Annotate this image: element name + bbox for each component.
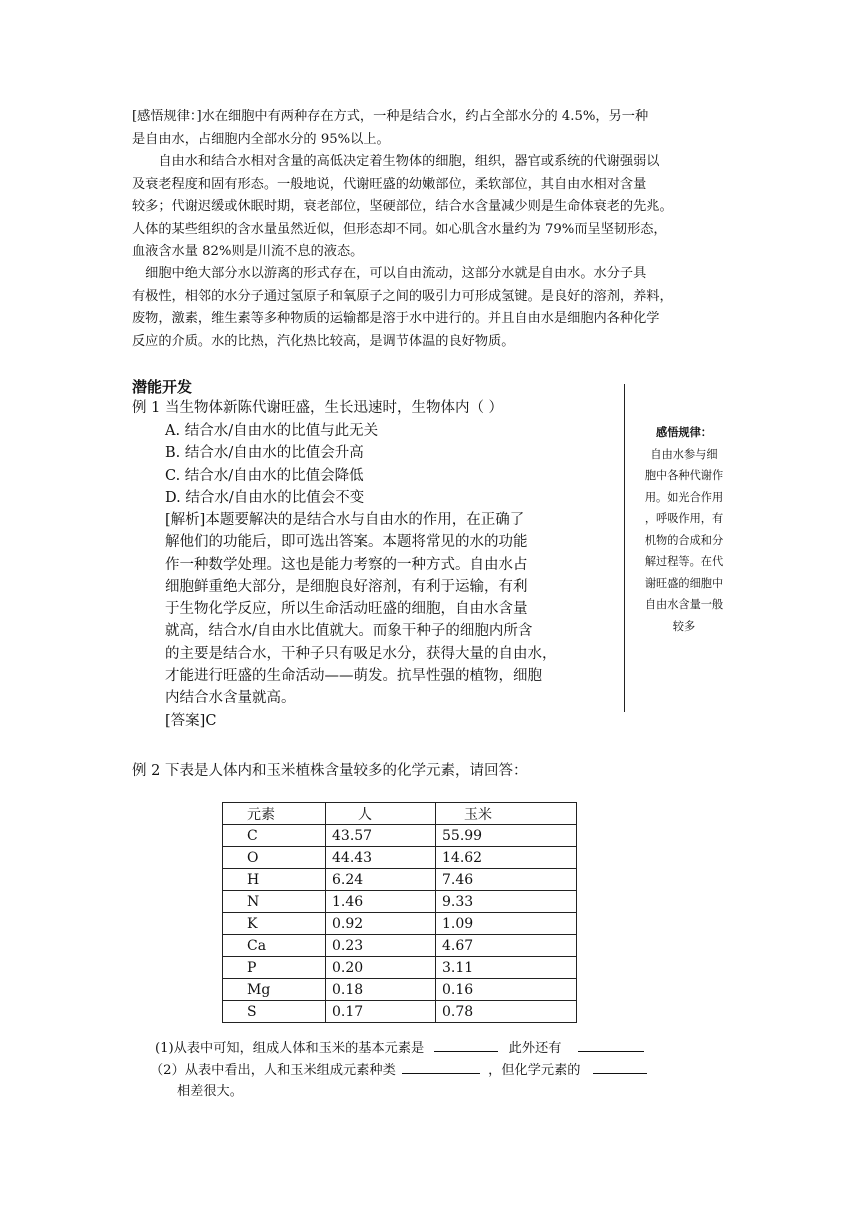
text-line: 血液含水量 82%则是川流不息的液态。 xyxy=(132,244,364,259)
analysis-line: 的主要是结合水，干种子只有吸足水分，获得大量的自由水， xyxy=(165,645,557,662)
table-cell: 0.17 xyxy=(326,1001,436,1023)
table-cell: N xyxy=(223,891,326,913)
sidebar-line: 较多 xyxy=(672,619,696,633)
header-cell: 人 xyxy=(326,803,436,825)
analysis-line: 作一种数学处理。这也是能力考察的一种方式。自由水占 xyxy=(165,556,528,573)
sidebar-line: 自由水参与细 xyxy=(650,447,718,461)
table-cell: S xyxy=(223,1001,326,1023)
question-1 xyxy=(155,1037,644,1060)
table-cell: 3.11 xyxy=(436,957,577,979)
table-cell: 1.46 xyxy=(326,891,436,913)
table-row xyxy=(223,957,577,979)
answer-blank[interactable] xyxy=(434,1037,498,1052)
table-cell: 7.46 xyxy=(436,869,577,891)
table-row xyxy=(223,891,577,913)
table-cell: 0.16 xyxy=(436,979,577,1001)
table-row xyxy=(223,869,577,891)
table-cell: 0.23 xyxy=(326,935,436,957)
analysis-line: 解他们的功能后，即可选出答案。本题将常见的水的功能 xyxy=(165,534,528,551)
table-cell: Ca xyxy=(223,935,326,957)
header-cell: 玉米 xyxy=(436,803,577,825)
analysis-line: 就高，结合水/自由水比值就大。而象干种子的细胞内所含 xyxy=(165,623,533,640)
table-cell: 14.62 xyxy=(436,847,577,869)
analysis-line: [解析]本题要解决的是结合水与自由水的作用，在正确了 xyxy=(165,512,525,528)
text-line: 及衰老程度和固有形态。一般地说，代谢旺盛的幼嫩部位，柔软部位，其自由水相对含量 xyxy=(132,176,647,192)
example1-question: 例 1 当生物体新陈代谢旺盛，生长迅速时，生物体内（ ） xyxy=(132,400,504,416)
option-d: D. 结合水/自由水的比值会不变 xyxy=(165,490,365,507)
text-line: 细胞中绝大部分水以游离的形式存在，可以自由流动，这部分水就是自由水。水分子具 xyxy=(132,266,647,281)
table-cell: 1.09 xyxy=(436,913,577,935)
sidebar-line: 谢旺盛的细胞中 xyxy=(644,576,724,590)
sidebar-line: 解过程等。在代 xyxy=(644,555,724,568)
table-row xyxy=(223,979,577,1001)
question-2-text: （2）从表中看出，人和玉米组成元素种类 xyxy=(150,1063,396,1078)
table-cell: 0.20 xyxy=(326,957,436,979)
table-cell: 43.57 xyxy=(326,825,436,847)
answer-blank[interactable] xyxy=(578,1037,644,1052)
header-cell: 元素 xyxy=(223,803,326,825)
table-row xyxy=(223,913,577,935)
text-line: 废物，激素，维生素等多种物质的运输都是溶于水中进行的。并且自由水是细胞内各种化学 xyxy=(132,311,660,326)
question-2-text-b: ，但化学元素的 xyxy=(488,1063,581,1078)
table-cell: O xyxy=(223,847,326,869)
table-cell: H xyxy=(223,869,326,891)
text-line: 反应的介质。水的比热，汽化热比较高，是调节体温的良好物质。 xyxy=(132,333,515,349)
answer-line: [答案]C xyxy=(165,712,217,729)
table-row xyxy=(223,1001,577,1023)
text-line: [感悟规律：]水在细胞中有两种存在方式，一种是结合水，约占全部水分的 4.5%，另一种 xyxy=(132,109,649,124)
question-2 xyxy=(150,1059,647,1082)
table-cell: K xyxy=(223,913,326,935)
sidebar-line: 用。如光合作用 xyxy=(644,490,724,504)
table-cell: P xyxy=(223,957,326,979)
analysis-line: 内结合水含量就高。 xyxy=(165,690,296,707)
table-row xyxy=(223,935,577,957)
table-row xyxy=(223,825,577,847)
table-cell: 6.24 xyxy=(326,869,436,891)
answer-blank[interactable] xyxy=(402,1059,480,1074)
table-cell: 9.33 xyxy=(436,891,577,913)
section-heading: 潜能开发 xyxy=(132,378,193,396)
option-a: A. 结合水/自由水的比值与此无关 xyxy=(165,423,379,439)
answer-blank[interactable] xyxy=(593,1059,647,1074)
table-header-row xyxy=(223,803,577,825)
example1-analysis xyxy=(165,509,627,732)
sidebar-line: 机物的合成和分 xyxy=(644,533,724,547)
intro-paragraph-1 xyxy=(132,106,732,151)
table-cell: 0.92 xyxy=(326,913,436,935)
example1-options xyxy=(165,420,378,510)
text-line: 有极性，相邻的水分子通过氢原子和氧原子之间的吸引力可形成氢键。是良好的溶剂，养料， xyxy=(132,288,673,304)
analysis-line: 才能进行旺盛的生命活动——萌发。抗旱性强的植物，细胞 xyxy=(165,668,542,685)
table-cell: 55.99 xyxy=(436,825,577,847)
option-c: C. 结合水/自由水的比值会降低 xyxy=(165,467,364,484)
table-row xyxy=(223,847,577,869)
text-line: 较多；代谢迟缓或休眠时期，衰老部位，坚硬部位，结合水含量减少则是生命体衰老的先兆。 xyxy=(132,199,673,214)
table-cell: 44.43 xyxy=(326,847,436,869)
table-cell: 4.67 xyxy=(436,935,577,957)
sidebar-note xyxy=(636,422,732,637)
text-line: 自由水和结合水相对含量的高低决定着生物体的细胞，组织，器官或系统的代谢强弱以 xyxy=(132,154,660,169)
question-1-text: (1)从表中可知，组成人体和玉米的基本元素是 xyxy=(155,1041,425,1056)
text-line: 人体的某些组织的含水量虽然近似，但形态却不同。如心肌含水量约为 79%而呈坚韧形态， xyxy=(132,221,667,237)
element-table xyxy=(222,802,577,1023)
sidebar-divider xyxy=(624,384,625,712)
table-cell: C xyxy=(223,825,326,847)
question-2-continuation: 相差很大。 xyxy=(177,1084,243,1099)
sidebar-line: ，呼吸作用，有 xyxy=(644,512,724,525)
text-line: 是自由水，占细胞内全部水分的 95%以上。 xyxy=(132,131,390,147)
question-1-text-b: 此外还有 xyxy=(508,1041,562,1056)
analysis-line: 于生物化学反应，所以生命活动旺盛的细胞，自由水含量 xyxy=(165,601,528,618)
analysis-line: 细胞鲜重绝大部分，是细胞良好溶剂，有利于运输，有利 xyxy=(165,578,528,595)
sidebar-title: 感悟规律： xyxy=(656,426,712,439)
sidebar-line: 胞中各种代谢作 xyxy=(644,469,724,482)
table-cell: 0.78 xyxy=(436,1001,577,1023)
table-cell: 0.18 xyxy=(326,979,436,1001)
sidebar-line: 自由水含量一般 xyxy=(644,598,724,611)
intro-paragraph-3 xyxy=(132,263,732,353)
example2-question: 例 2 下表是人体内和玉米植株含量较多的化学元素，请回答： xyxy=(132,763,528,779)
intro-paragraph-2 xyxy=(132,151,732,264)
option-b: B. 结合水/自由水的比值会升高 xyxy=(165,445,364,462)
table-cell: Mg xyxy=(223,979,326,1001)
